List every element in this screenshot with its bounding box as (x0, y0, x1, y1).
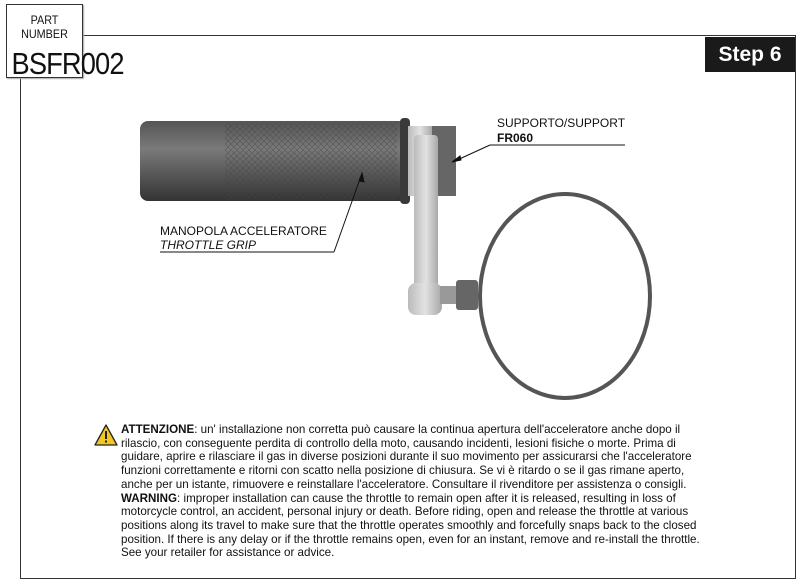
warning-it-line: rilascio, con conseguente perdita di controllo della moto, causando incidenti, lesioni fisiche o morte. Prima di (121, 436, 676, 450)
warning-en-line: position. If there is any delay or if the throttle remains open, even for an instant, remove and re-install the throttle. (121, 532, 700, 546)
warning-en-text: : improper installation can cause the throttle to remain open after it is released, resulting in loss of (177, 491, 676, 505)
throttle-grip (140, 118, 410, 204)
support-code: FR060 (497, 131, 534, 145)
warning-it-line: anche per un istante, rimuovere e reinstallare l'acceleratore. Consultare il rivenditore per assistenza o consigli. (121, 477, 687, 491)
grip-label-italian: MANOPOLA ACCELERATORE (160, 224, 327, 238)
part-number-label: PART NUMBER (21, 13, 68, 41)
grip-label-english: THROTTLE GRIP (160, 238, 257, 252)
part-number-value: BSFR002 (11, 46, 124, 81)
warning-en-title: WARNING (121, 491, 178, 505)
warning-text (121, 423, 700, 560)
round-mirror (480, 194, 650, 398)
warning-en-line: positions along its travel to make sure that the throttle operates smoothly and forcefully snaps back to the closed (121, 518, 697, 532)
warning-triangle-icon (94, 424, 118, 446)
support-label: SUPPORTO/SUPPORT (497, 116, 626, 130)
warning-it-line (121, 423, 700, 437)
warning-en-line: See your retailer for assistance or advice. (121, 546, 335, 560)
warning-it-line: guidare, aprire e rilasciare il gas in diverse posizioni durante il suo movimento per assicurarsi che l'acceleratore (121, 450, 692, 464)
frame-bottom-border (20, 578, 796, 579)
warning-en-line: motorcycle control, an accident, personal injury or death. Before riding, open and release the throttle at various (121, 505, 689, 519)
warning-it-text: : un' installazione non corretta può causare la continua apertura dell'acceleratore anche dopo il (194, 423, 681, 436)
step-badge: Step 6 (705, 37, 795, 72)
warning-en-line (121, 492, 700, 506)
warning-it-title: ATTENZIONE (121, 423, 195, 436)
support-fr060 (408, 126, 478, 315)
warning-it-line: funzioni correttamente e ritorni con scatto nella posizione di chiusura. Se vi è ritardo o se il gas rimane aperto, (121, 464, 685, 478)
